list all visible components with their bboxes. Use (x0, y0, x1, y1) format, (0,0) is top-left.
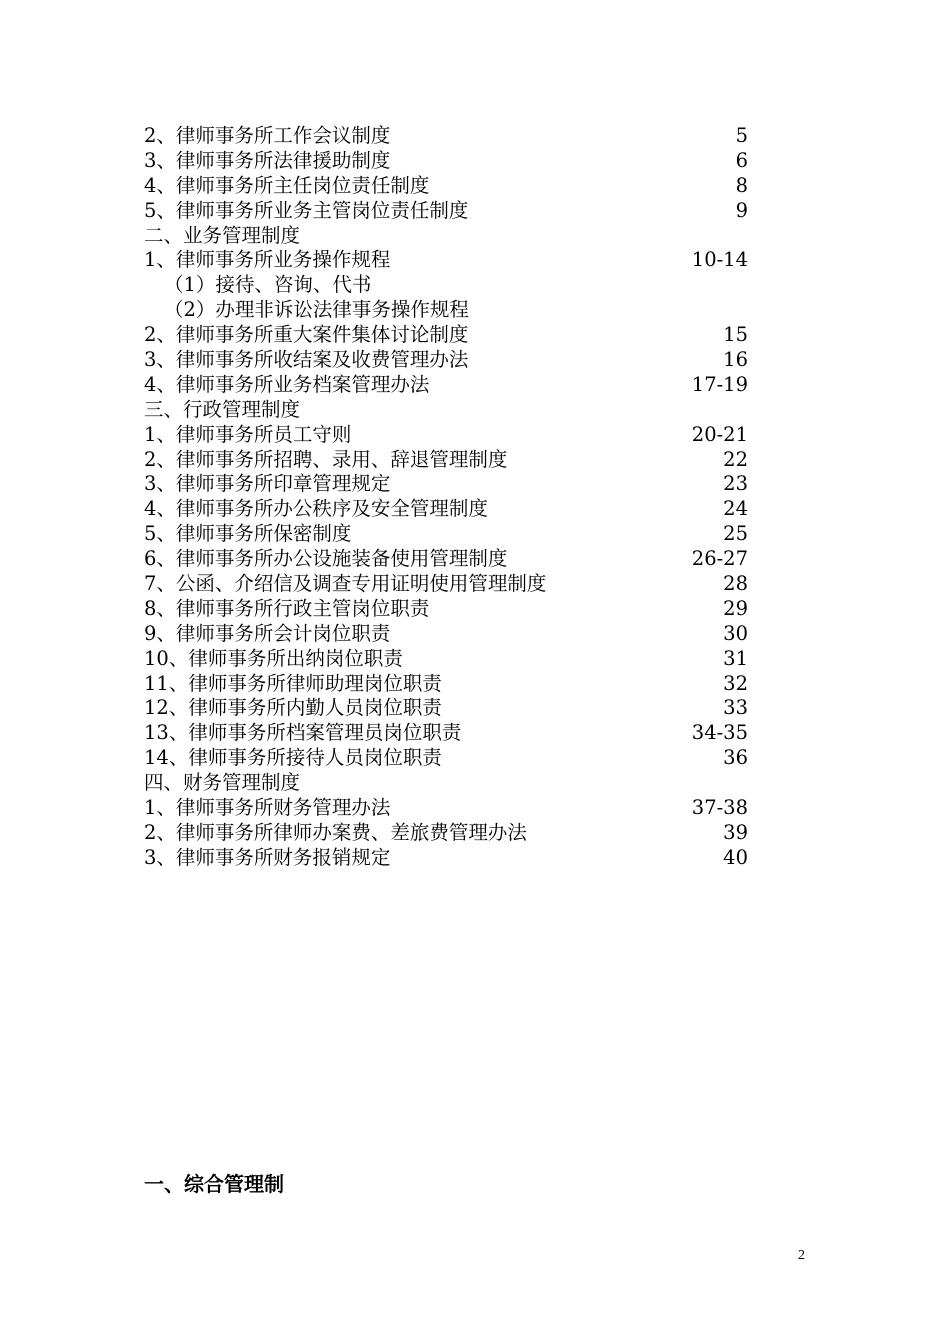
toc-entry-page: 15 (723, 323, 748, 347)
page-number: 2 (798, 1248, 805, 1263)
toc-entry-label: 14、律师事务所接待人员岗位职责 (144, 746, 442, 770)
toc-entry-label: 11、律师事务所律师助理岗位职责 (144, 671, 442, 695)
toc-entry-page: 17-19 (691, 372, 748, 396)
toc-entry-label: 10、律师事务所出纳岗位职责 (144, 646, 403, 670)
toc-entry (144, 373, 748, 398)
toc-entry-label: 二、业务管理制度 (144, 223, 301, 247)
toc-entry-label: 2、律师事务所工作会议制度 (144, 124, 391, 147)
toc-entry-page: 39 (723, 820, 748, 844)
toc-entry-label: （1）接待、咨询、代书 (164, 273, 372, 297)
toc-entry-page: 5 (735, 124, 748, 147)
toc-entry-label: 4、律师事务所业务档案管理办法 (144, 372, 430, 396)
toc-entry-page: 28 (723, 572, 748, 596)
toc-entry (144, 348, 748, 373)
toc-entry (144, 572, 748, 597)
toc-entry-page: 10-14 (691, 248, 748, 272)
toc-entry (144, 522, 748, 547)
toc-entry (144, 597, 748, 622)
toc-entry (144, 273, 748, 298)
toc-entry-label: 7、公函、介绍信及调查专用证明使用管理制度 (144, 572, 547, 596)
toc-entry-page: 25 (723, 522, 748, 546)
toc-entry-label: 1、律师事务所财务管理办法 (144, 796, 391, 820)
toc-entry (144, 647, 748, 672)
toc-entry (144, 796, 748, 821)
section-heading: 一、综合管理制 (144, 1172, 284, 1196)
toc-entry-label: 5、律师事务所业务主管岗位责任制度 (144, 198, 469, 222)
toc-entry-label: 2、律师事务所律师办案费、差旅费管理办法 (144, 820, 527, 844)
toc-entry (144, 497, 748, 522)
toc-entry-label: 8、律师事务所行政主管岗位职责 (144, 596, 430, 620)
toc-entry-page: 23 (723, 472, 748, 496)
toc-entry (144, 323, 748, 348)
toc-entry-page: 40 (723, 845, 748, 869)
toc-entry-label: 2、律师事务所重大案件集体讨论制度 (144, 323, 469, 347)
toc-entry-page: 16 (723, 348, 748, 372)
toc-entry (144, 771, 748, 796)
toc-entry (144, 174, 748, 199)
toc-entry-label: 4、律师事务所办公秩序及安全管理制度 (144, 497, 488, 521)
toc-entry (144, 746, 748, 771)
toc-entry (144, 124, 748, 149)
toc-entry-label: 3、律师事务所收结案及收费管理办法 (144, 348, 469, 372)
toc-entry (144, 821, 748, 846)
toc-entry-label: 4、律师事务所主任岗位责任制度 (144, 173, 430, 197)
toc-entry (144, 149, 748, 174)
toc-entry-page: 34-35 (691, 721, 748, 745)
toc-entry-page: 24 (723, 497, 748, 521)
toc-entry-page: 32 (723, 671, 748, 695)
toc-entry-label: （2）办理非诉讼法律事务操作规程 (164, 298, 469, 322)
toc-entry-label: 2、律师事务所招聘、录用、辞退管理制度 (144, 447, 508, 471)
table-of-contents (144, 124, 748, 871)
toc-entry-label: 12、律师事务所内勤人员岗位职责 (144, 696, 442, 720)
toc-entry-page: 22 (723, 447, 748, 471)
toc-entry-page: 33 (723, 696, 748, 720)
toc-entry (144, 423, 748, 448)
toc-entry-label: 1、律师事务所业务操作规程 (144, 248, 391, 272)
toc-entry-page: 29 (723, 596, 748, 620)
toc-entry-label: 1、律师事务所员工守则 (144, 422, 352, 446)
toc-entry-page: 20-21 (691, 422, 748, 446)
toc-entry-label: 三、行政管理制度 (144, 397, 301, 421)
toc-entry-label: 3、律师事务所财务报销规定 (144, 845, 391, 869)
toc-entry (144, 248, 748, 273)
toc-entry (144, 224, 748, 249)
toc-entry (144, 696, 748, 721)
toc-entry-page: 30 (723, 621, 748, 645)
toc-entry-label: 5、律师事务所保密制度 (144, 522, 352, 546)
toc-entry (144, 622, 748, 647)
toc-entry-label: 3、律师事务所印章管理规定 (144, 472, 391, 496)
toc-entry-label: 3、律师事务所法律援助制度 (144, 148, 391, 172)
toc-entry-page: 26-27 (691, 547, 748, 571)
toc-entry-page: 31 (723, 646, 748, 670)
toc-entry-page: 9 (735, 198, 748, 222)
toc-entry-page: 6 (735, 148, 748, 172)
toc-entry (144, 448, 748, 473)
toc-entry (144, 298, 748, 323)
toc-entry (144, 547, 748, 572)
toc-entry-label: 四、财务管理制度 (144, 771, 301, 795)
toc-entry (144, 398, 748, 423)
toc-entry (144, 472, 748, 497)
toc-entry-label: 6、律师事务所办公设施装备使用管理制度 (144, 547, 508, 571)
toc-entry-page: 36 (723, 746, 748, 770)
toc-entry-label: 9、律师事务所会计岗位职责 (144, 621, 391, 645)
toc-entry (144, 721, 748, 746)
toc-entry-page: 8 (735, 173, 748, 197)
toc-entry (144, 846, 748, 871)
toc-entry-label: 13、律师事务所档案管理员岗位职责 (144, 721, 462, 745)
toc-entry (144, 199, 748, 224)
toc-entry (144, 672, 748, 697)
toc-entry-page: 37-38 (691, 796, 748, 820)
